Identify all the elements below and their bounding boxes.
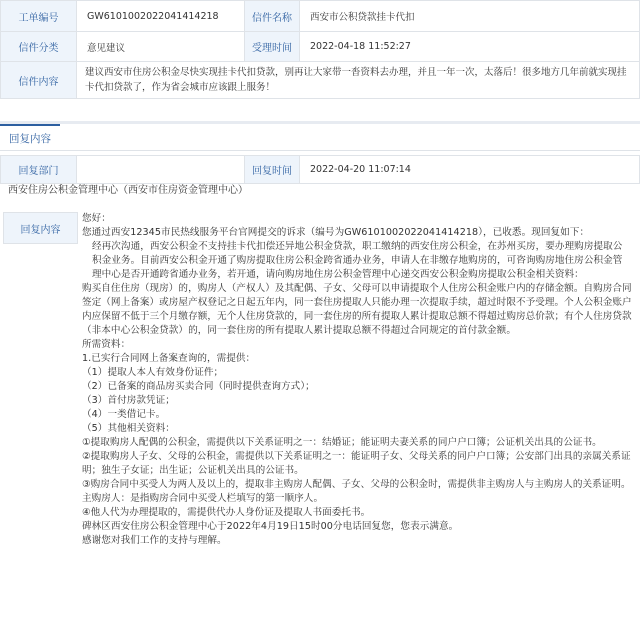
received-time-label: 受理时间 [245,32,300,62]
reply-line: 您好： [82,213,111,224]
reply-line: 购买自住住房（现房）的，购房人（产权人）及其配偶、子女、父母可以申请提取个人住房公积金账户内的存储金额。自购房合同签定（网上备案）或房屋产权登记之日起五年内，同一套住房提取人只能办理一次提取手续，超过时限不予受理。个人公积金账户内应保留不低于三个月缴存额，无个人住房贷款的，同一套住房的所有提取人累计提取总额不得超过购房总价款；有个人住房贷款（非本中心公积金贷款）的，同一套住房的所有提取人累计提取总额不得超过合同规定的首付款金额。 [82,283,632,336]
category-label: 信件分类 [1,32,77,62]
reply-line: 所需资料： [82,339,131,350]
reply-line: ④他人代为办理提取的，需提供代办人身份证及提取人书面委托书。 [82,507,371,518]
reply-time-label: 回复时间 [245,156,300,184]
reply-line: 感谢您对我们工作的支持与理解。 [82,535,227,546]
ticket-no-value: GW6101002022041414218 [77,1,245,32]
section-accent-bar [0,124,60,126]
reply-line: 经再次沟通，西安公积金不支持挂卡代扣偿还异地公积金贷款，职工缴纳的西安住房公积金，在苏州买房，要办理购房提取公积金业务。目前西安公积金开通了购房提取住房公积金跨省通办业务，申请人在非缴存地购房的，可咨询购房地住房公积金管理中心是否开通跨省通办业务，若开通，请向购房地住房公积金管理中心递交西安公积金购房提取公积金相关资料： [92,241,623,280]
letter-title-label: 信件名称 [245,1,300,32]
reply-line: （4）一类借记卡。 [82,409,166,420]
reply-line: 1.已实行合同网上备案查询的，需提供： [82,353,256,364]
reply-section-header [0,121,640,151]
reply-line: （3）首付房款凭证； [82,395,175,406]
letter-title-value: 西安市公积贷款挂卡代扣 [300,1,640,32]
received-time-value: 2022-04-18 11:52:27 [300,32,640,62]
reply-content [82,212,632,548]
ticket-no-label: 工单编号 [1,1,77,32]
reply-dept-empty [77,156,245,184]
reply-meta-table [0,155,640,184]
reply-time-value: 2022-04-20 11:07:14 [300,156,640,184]
reply-line: （1）提取人本人有效身份证件； [82,367,224,378]
letter-content-value: 建议西安市住房公积金尽快实现挂卡代扣贷款，别再让大家带一沓资料去办理，并且一年一次，太落后！很多地方几年前就实现挂卡代扣贷款了，作为省会城市应该跟上服务！ [77,62,640,99]
reply-line: ②提取购房人子女、父母的公积金，需提供以下关系证明之一：能证明子女、父母关系的同户户口簿；公安部门出具的亲属关系证明；独生子女证；出生证；公证机关出具的公证书。 [82,451,631,476]
reply-dept-value: 西安住房公积金管理中心（西安市住房资金管理中心） [8,185,248,196]
reply-line: ①提取购房人配偶的公积金，需提供以下关系证明之一：结婚证；能证明夫妻关系的同户户口簿；公证机关出具的公证书。 [82,437,602,448]
reply-section-title: 回复内容 [9,133,51,145]
reply-line: 您通过西安12345市民热线服务平台官网提交的诉求（编号为GW6101002022041414218），已收悉。现回复如下： [82,227,590,238]
reply-line: 碑林区西安住房公积金管理中心于2022年4月19日15时00分电话回复您，您表示满意。 [82,521,459,532]
category-value: 意见建议 [77,32,245,62]
reply-line: （5）其他相关资料： [82,423,175,434]
letter-content-label: 信件内容 [1,62,77,99]
reply-dept-label: 回复部门 [1,156,77,184]
info-table [0,0,640,99]
reply-line: ③购房合同中买受人为两人及以上的，提取非主购房人配偶、子女、父母的公积金时，需提供非主购房人与主购房人的关系证明。主购房人：是指购房合同中买受人栏填写的第一顺序人。 [82,479,631,504]
reply-content-label: 回复内容 [3,212,78,244]
reply-line: （2）已备案的商品房买卖合同（同时提供查询方式）； [82,381,315,392]
